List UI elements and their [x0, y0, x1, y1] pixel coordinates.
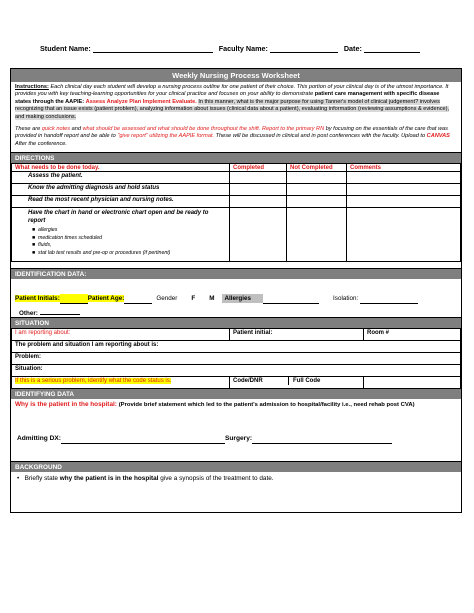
- notes-text-d: These will be discussed in clinical and in post conferences with the faculty. Upload to: [215, 133, 426, 140]
- gender-label: Gender: [156, 295, 178, 303]
- task-row: [12, 184, 461, 196]
- other-field[interactable]: [40, 306, 80, 315]
- reporting-row: [12, 329, 461, 341]
- isolation-label: Isolation:: [333, 295, 359, 303]
- directions-header-row: [12, 164, 461, 172]
- surgery-label: Surgery:: [224, 435, 253, 443]
- not-completed-cell[interactable]: [287, 208, 347, 262]
- serious-label: If this is a serious problem, identify what the code status is.: [15, 378, 172, 385]
- student-name-field[interactable]: [93, 44, 213, 53]
- not-completed-cell[interactable]: [287, 184, 347, 196]
- col-header-not-completed: Not Completed: [287, 164, 347, 172]
- task-label: Assess the patient.: [12, 172, 230, 184]
- background-text-bold: why the patient is in the hospital: [59, 475, 159, 483]
- instructions-bold: patient care management with specific disease states through the AAPIE:: [15, 91, 440, 105]
- bullet-text: fluids,: [38, 242, 52, 249]
- code-dnr-option[interactable]: Code/DNR: [230, 377, 289, 385]
- code-cells: [230, 377, 364, 389]
- patient-age-field[interactable]: [124, 294, 152, 304]
- admitting-dx-label: Admitting DX:: [17, 435, 61, 443]
- bullet-text: allergies: [38, 227, 58, 234]
- notes-block: [11, 123, 461, 152]
- bullet-item: ■ medication times scheduled: [32, 234, 103, 241]
- full-code-option[interactable]: Full Code: [293, 378, 321, 385]
- comments-cell[interactable]: [347, 184, 461, 196]
- why-hospital-row[interactable]: [11, 399, 461, 433]
- task-label: Have the chart in hand or electronic chart open and be ready to report: [28, 210, 209, 225]
- header-line: [40, 44, 440, 53]
- situation-label[interactable]: Situation:: [12, 365, 461, 377]
- completed-cell[interactable]: [230, 196, 287, 208]
- bullet-item: ■ allergies: [32, 227, 58, 234]
- instructions-aapie: Assess Analyze Plan Implement Evaluate.: [85, 98, 197, 105]
- task-label: Know the admitting diagnosis and hold status: [12, 184, 230, 196]
- background-bullet: •: [17, 475, 23, 483]
- instructions-block: [11, 82, 461, 123]
- allergies-field[interactable]: [263, 294, 319, 304]
- situation-section: SITUATION: [11, 317, 461, 328]
- patient-initial-label[interactable]: Patient initial:: [230, 329, 364, 341]
- notes-red-3: "give report" utilizing the AAPIE format.: [117, 133, 215, 140]
- completed-cell[interactable]: [230, 184, 287, 196]
- identification-section: IDENTIFICATION DATA:: [11, 268, 461, 279]
- instructions-text: Each clinical day each student will develop a nursing process outline for one patient of their choice. This portion of your clinical day is of the utmost importance. It provides you with key teaching-learning opportunities for your clinical practice and focuses on your ability to demonstrate: [15, 84, 449, 98]
- task-label: Read the most recent physician and nursing notes.: [12, 196, 230, 208]
- problem-situation-label: The problem and situation I am reporting about is:: [15, 342, 159, 349]
- problem-situation-cell[interactable]: [12, 341, 461, 353]
- reporting-label: I am reporting about:: [12, 329, 230, 341]
- instructions-label: Instructions:: [15, 84, 49, 90]
- directions-table: [11, 163, 461, 262]
- notes-text-a: These are: [15, 126, 41, 133]
- not-completed-cell[interactable]: [287, 172, 347, 184]
- student-name-label: Student Name:: [40, 44, 91, 53]
- directions-section: DIRECTIONS: [11, 152, 461, 163]
- allergies-label: Allergies: [222, 294, 263, 303]
- task-row: [12, 172, 461, 184]
- notes-text-b: and: [71, 126, 81, 133]
- admitting-row: [11, 433, 461, 461]
- faculty-name-field[interactable]: [270, 44, 338, 53]
- gender-f-option[interactable]: F: [191, 295, 196, 303]
- background-text-a: Briefly state: [24, 475, 58, 483]
- report-bullets: [12, 227, 226, 257]
- room-label[interactable]: Room #: [364, 329, 461, 341]
- problem-situation-row: [12, 341, 461, 353]
- other-row: [11, 304, 461, 317]
- serious-cell: [12, 377, 230, 389]
- task-row: [12, 196, 461, 208]
- situation-table: [11, 328, 461, 389]
- bullet-text: medication times scheduled: [38, 234, 103, 241]
- col-header-comments: Comments: [347, 164, 461, 172]
- not-completed-cell[interactable]: [287, 196, 347, 208]
- notes-red-1: quick notes: [41, 126, 71, 133]
- task-report-cell: [12, 208, 230, 262]
- patient-initials-label: Patient Initials:: [15, 295, 60, 303]
- bullet-item: ■ stat lab test results and pre-op or procedures (if pertinent): [32, 249, 171, 256]
- col-header-todo: What needs to be done today.: [12, 164, 230, 172]
- patient-initials-field[interactable]: [60, 294, 88, 304]
- notes-canvas: CANVAS: [426, 133, 450, 140]
- worksheet-frame: [10, 68, 462, 513]
- comments-cell[interactable]: [347, 196, 461, 208]
- completed-cell[interactable]: [230, 208, 287, 262]
- why-hospital-label: Why is the patient in the hospital:: [15, 401, 117, 409]
- comments-cell[interactable]: [347, 208, 461, 262]
- identifying-section: IDENTIFYING DATA: [11, 389, 461, 399]
- worksheet-title: Weekly Nursing Process Worksheet: [11, 69, 461, 82]
- code-status-row: [12, 377, 461, 389]
- admitting-dx-field[interactable]: [61, 435, 225, 444]
- instructions-highlight: In this manner, what is the major purpose for using Tanner's model of clinical judgement? involves recognizing that an issue exists (patient problem), analyzing information about issues (clinical data about a patient), evaluating information (reviewing assumptions & evidence), and making conclusions.: [15, 98, 450, 120]
- notes-text-e: After the conference.: [15, 140, 67, 147]
- notes-red-2: what should be assessed and what should be done throughout the shift. Report to the primary RN: [82, 126, 325, 133]
- comments-cell[interactable]: [347, 172, 461, 184]
- isolation-field[interactable]: [360, 294, 418, 304]
- task-row: [12, 208, 461, 262]
- problem-label[interactable]: Problem:: [12, 353, 461, 365]
- background-row[interactable]: [11, 472, 461, 512]
- patient-age-label: Patient Age:: [87, 295, 125, 303]
- date-label: Date:: [343, 44, 362, 53]
- identification-row: [11, 293, 461, 304]
- bullet-item: ■ fluids,: [32, 242, 52, 249]
- gender-m-option[interactable]: M: [209, 295, 215, 303]
- background-section: BACKGROUND: [11, 461, 461, 472]
- situation-row: [12, 365, 461, 377]
- bullet-text: stat lab test results and pre-op or procedures (if pertinent): [38, 249, 171, 256]
- completed-cell[interactable]: [230, 172, 287, 184]
- notes-text-c: by focusing on the essentials of the care that was provided in handoff report and be able to: [15, 126, 448, 140]
- faculty-name-label: Faculty Name:: [218, 44, 268, 53]
- code-blank-cell[interactable]: [364, 377, 461, 389]
- background-text-b: give a synopsis of the treatment to date.: [160, 475, 274, 483]
- problem-row: [12, 353, 461, 365]
- why-hospital-hint: (Provide brief statement which led to the patient's admission to hospital/facility i.e., need rehab post CVA): [118, 402, 415, 409]
- col-header-completed: Completed: [230, 164, 287, 172]
- date-field[interactable]: [364, 44, 420, 53]
- other-label: Other:: [19, 310, 38, 318]
- surgery-field[interactable]: [252, 435, 392, 444]
